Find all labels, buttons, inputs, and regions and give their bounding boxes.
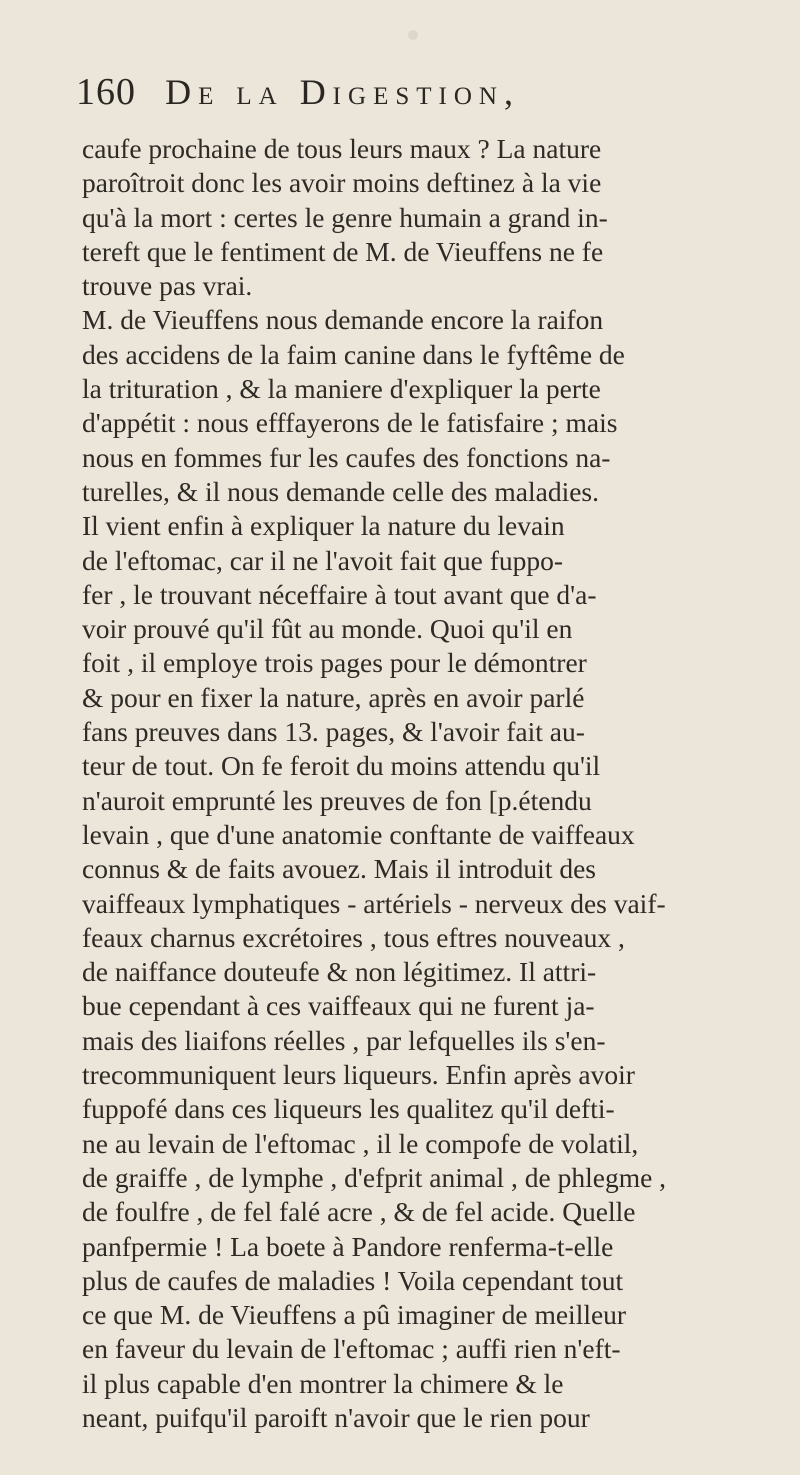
text-line: bue cependant à ces vaiffeaux qui ne furent ja- xyxy=(82,990,595,1022)
page-number: 160 xyxy=(76,71,136,113)
paper-spot xyxy=(408,30,418,40)
text-line: fans preuves dans 13. pages, & l'avoir fait au- xyxy=(82,716,585,748)
text-line: connus & de faits avouez. Mais il introduit des xyxy=(82,853,597,885)
text-line: il plus capable d'en montrer la chimere & le xyxy=(82,1367,564,1399)
text-line: fuppofé dans ces liqueurs les qualitez qu'il defti- xyxy=(82,1093,615,1125)
text-line: levain , que d'une anatomie conftante de vaiffeaux xyxy=(82,818,635,850)
text-line: feaux charnus excrétoires , tous eftres nouveaux , xyxy=(82,921,625,953)
chapter-title: De la Digestion, xyxy=(165,72,520,112)
text-line: de foulfre , de fel falé acre , & de fel acide. Quelle xyxy=(82,1196,636,1228)
text-line: caufe prochaine de tous leurs maux ? La nature xyxy=(82,133,602,164)
text-line: tereft que le fentiment de M. de Vieuffens ne fe xyxy=(82,235,604,267)
text-line: de l'eftomac, car il ne l'avoit fait que fuppo- xyxy=(82,544,564,576)
text-line: de naiffance douteufe & non légitimez. Il attri- xyxy=(82,956,597,988)
text-line: paroîtroit donc les avoir moins deftinez à la vie xyxy=(82,167,602,199)
text-line: panfpermie ! La boete à Pandore renferma-t-elle xyxy=(82,1230,614,1262)
running-head xyxy=(76,70,776,126)
text-line: trouve pas vrai. xyxy=(82,270,253,302)
body-text xyxy=(82,132,782,1435)
text-line: plus de caufes de maladies ! Voila cependant tout xyxy=(82,1264,624,1296)
text-line: turelles, & il nous demande celle des maladies. xyxy=(82,475,599,507)
text-line: Il vient enfin à expliquer la nature du levain xyxy=(82,510,565,542)
text-line: de graiffe , de lymphe , d'efprit animal , de phlegme , xyxy=(82,1161,667,1193)
text-line: foit , il employe trois pages pour le démontrer xyxy=(82,647,587,679)
text-line: ne au levain de l'eftomac , il le compofe de volatil, xyxy=(82,1127,639,1159)
text-line: & pour en fixer la nature, après en avoir parlé xyxy=(82,681,585,713)
text-line: la trituration , & la maniere d'expliquer la perte xyxy=(82,373,601,405)
text-line: neant, puifqu'il paroift n'avoir que le rien pour xyxy=(82,1401,590,1433)
text-line: des accidens de la faim canine dans le fyftême de xyxy=(82,338,625,370)
text-line: d'appétit : nous efffayerons de le fatisfaire ; mais xyxy=(82,407,618,439)
text-line: voir prouvé qu'il fût au monde. Quoi qu'il en xyxy=(82,613,573,645)
text-line: trecommuniquent leurs liqueurs. Enfin après avoir xyxy=(82,1059,635,1091)
text-line: vaiffeaux lymphatiques - artériels - nerveux des vaif- xyxy=(82,887,666,919)
text-line: ce que M. de Vieuffens a pû imaginer de meilleur xyxy=(82,1299,627,1331)
text-line: M. de Vieuffens nous demande encore la raifon xyxy=(82,304,604,336)
text-line: nous en fommes fur les caufes des fonctions na- xyxy=(82,441,611,473)
text-line: mais des liaifons réelles , par lefquelles ils s'en- xyxy=(82,1024,606,1056)
text-line: teur de tout. On fe feroit du moins attendu qu'il xyxy=(82,750,601,782)
text-line: fer , le trouvant néceffaire à tout avant que d'a- xyxy=(82,578,597,610)
text-line: en faveur du levain de l'eftomac ; auffi rien n'eft- xyxy=(82,1333,621,1365)
text-line: n'auroit emprunté les preuves de fon [p.étendu xyxy=(82,784,592,816)
text-line: qu'à la mort : certes le genre humain a grand in- xyxy=(82,201,608,233)
